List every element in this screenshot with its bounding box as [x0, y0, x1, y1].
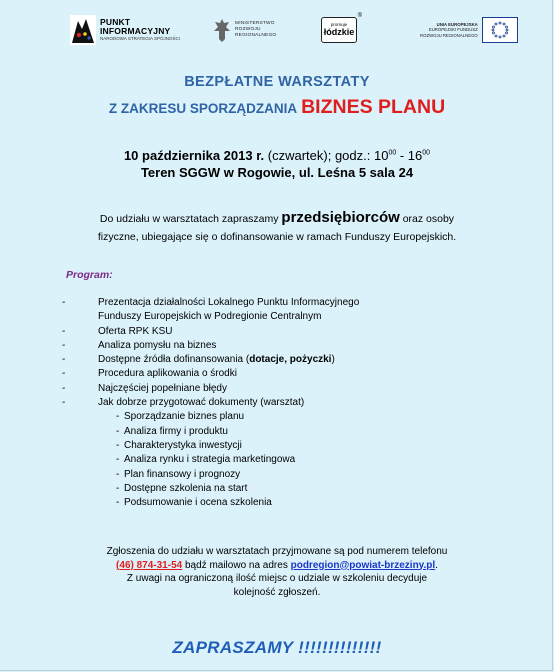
closing-text: ZAPRASZAMY !!!!!!!!!!!!!!	[172, 638, 382, 657]
eagle-emblem-icon	[213, 17, 231, 43]
event-date	[0, 148, 554, 163]
heading-highlight: BIZNES PLANU	[301, 96, 446, 118]
list-item: - Dostępne źródła dofinansowania (dotacje, pożyczki)	[62, 354, 335, 366]
eu-logo	[420, 12, 518, 48]
list-item: - Oferta RPK KSU	[62, 325, 173, 337]
mrr-line2: ROZWOJU	[235, 27, 261, 32]
event-date-rest: (czwartek); godz.: 10	[264, 148, 389, 163]
heading-line2	[0, 96, 554, 119]
sub-list-item: - Podsumowanie i ocena szkolenia	[116, 497, 272, 509]
intro-strong: przedsiębiorców	[281, 209, 400, 226]
punkt-informacyjny-logo	[70, 12, 180, 48]
program-label: Program:	[66, 269, 113, 281]
logo-bar	[0, 12, 554, 48]
mrr-logo	[213, 12, 276, 48]
contact-line3: Z uwagi na ograniczoną ilość miejsc o udziale w szkoleniu decyduje	[126, 573, 428, 584]
list-item: - Najczęściej popełniane błędy	[62, 382, 227, 394]
list-item: Funduszy Europejskich w Podregionie Centralnym	[98, 311, 322, 323]
lodz-big-text: łódzkie	[323, 26, 355, 37]
heading-line1: BEZPŁATNE WARSZTATY	[184, 74, 370, 90]
sub-list-item: - Charakterystyka inwestycji	[116, 439, 242, 451]
program-list	[62, 296, 502, 510]
contact-block: Zgłoszenia do udziału w warsztatach przyjmowane są pod numerem telefonu (46) 874-31-54 bądź mailowo na adres podregion@powiat-brzeziny.pl. Z uwagi na ograniczoną ilość miejsc o udziale w szkoleniu decyduje kolejność zgłoszeń.	[106, 546, 448, 598]
event-date-bold: 10 października 2013 r.	[123, 148, 265, 163]
sub-list-item: - Analiza rynku i strategia marketingowa	[116, 454, 296, 466]
list-item: - Analiza pomysłu na biznes	[62, 339, 217, 351]
time-separator: - 16	[396, 148, 423, 163]
contact-line1: Zgłoszenia do udziału w warsztatach przyjmowane są pod numerem telefonu	[106, 546, 448, 557]
contact-middle: bądź mailowo na adres	[182, 559, 291, 571]
sub-list-item: - Sporządzanie biznes planu	[116, 411, 245, 423]
nss-emblem-icon	[70, 15, 96, 45]
list-item: - Procedura aplikowania o środki	[62, 368, 237, 380]
mrr-line1: MINISTERSTWO	[235, 21, 275, 27]
ue-line2: EUROPEJSKI FUNDUSZ	[428, 27, 478, 33]
intro-before: Do udziału w warsztatach zapraszamy	[99, 213, 282, 225]
lodz-small-text: promuje	[330, 22, 348, 28]
phone-number: (46) 874-31-54	[116, 559, 183, 571]
pi-line3: NARODOWA STRATEGIA SPÓJNOŚCI	[100, 36, 181, 42]
pi-line2: INFORMACYJNY	[100, 25, 171, 36]
sub-list-item: - Plan finansowy i prognozy	[116, 468, 241, 480]
email-link[interactable]: podregion@powiat-brzeziny.pl	[290, 559, 436, 571]
sub-list-item: - Analiza firmy i produktu	[116, 425, 228, 437]
intro-paragraph	[0, 209, 554, 246]
eu-flag-icon	[482, 17, 518, 43]
ue-line3: ROZWOJU REGIONALNEGO	[420, 32, 478, 38]
mrr-line3: REGIONALNEGO	[235, 32, 277, 38]
intro-line2: fizyczne, ubiegające się o dofinansowanie w ramach Funduszy Europejskich.	[97, 231, 457, 243]
registered-mark: ®	[357, 13, 362, 19]
intro-after: oraz osoby	[399, 213, 455, 225]
sub-list-item: - Dostępne szkolenia na start	[116, 482, 248, 494]
list-item: - Prezentacja działalności Lokalnego Punktu Informacyjnego	[62, 297, 360, 308]
list-item: - Jak dobrze przygotować dokumenty (warsztat)	[62, 397, 305, 409]
event-place: Teren SGGW w Rogowie, ul. Leśna 5 sala 24	[140, 165, 414, 180]
promuje-lodzkie-logo	[321, 12, 362, 48]
time-start-sup: 00	[388, 149, 397, 157]
contact-line4: kolejność zgłoszeń.	[233, 586, 321, 598]
time-end-sup: 00	[422, 149, 431, 157]
ue-line1: UNIA EUROPEJSKA	[436, 21, 478, 27]
pi-line1: PUNKT	[100, 17, 131, 28]
heading-line2-prefix: Z ZAKRESU SPORZĄDZANIA	[108, 101, 298, 116]
